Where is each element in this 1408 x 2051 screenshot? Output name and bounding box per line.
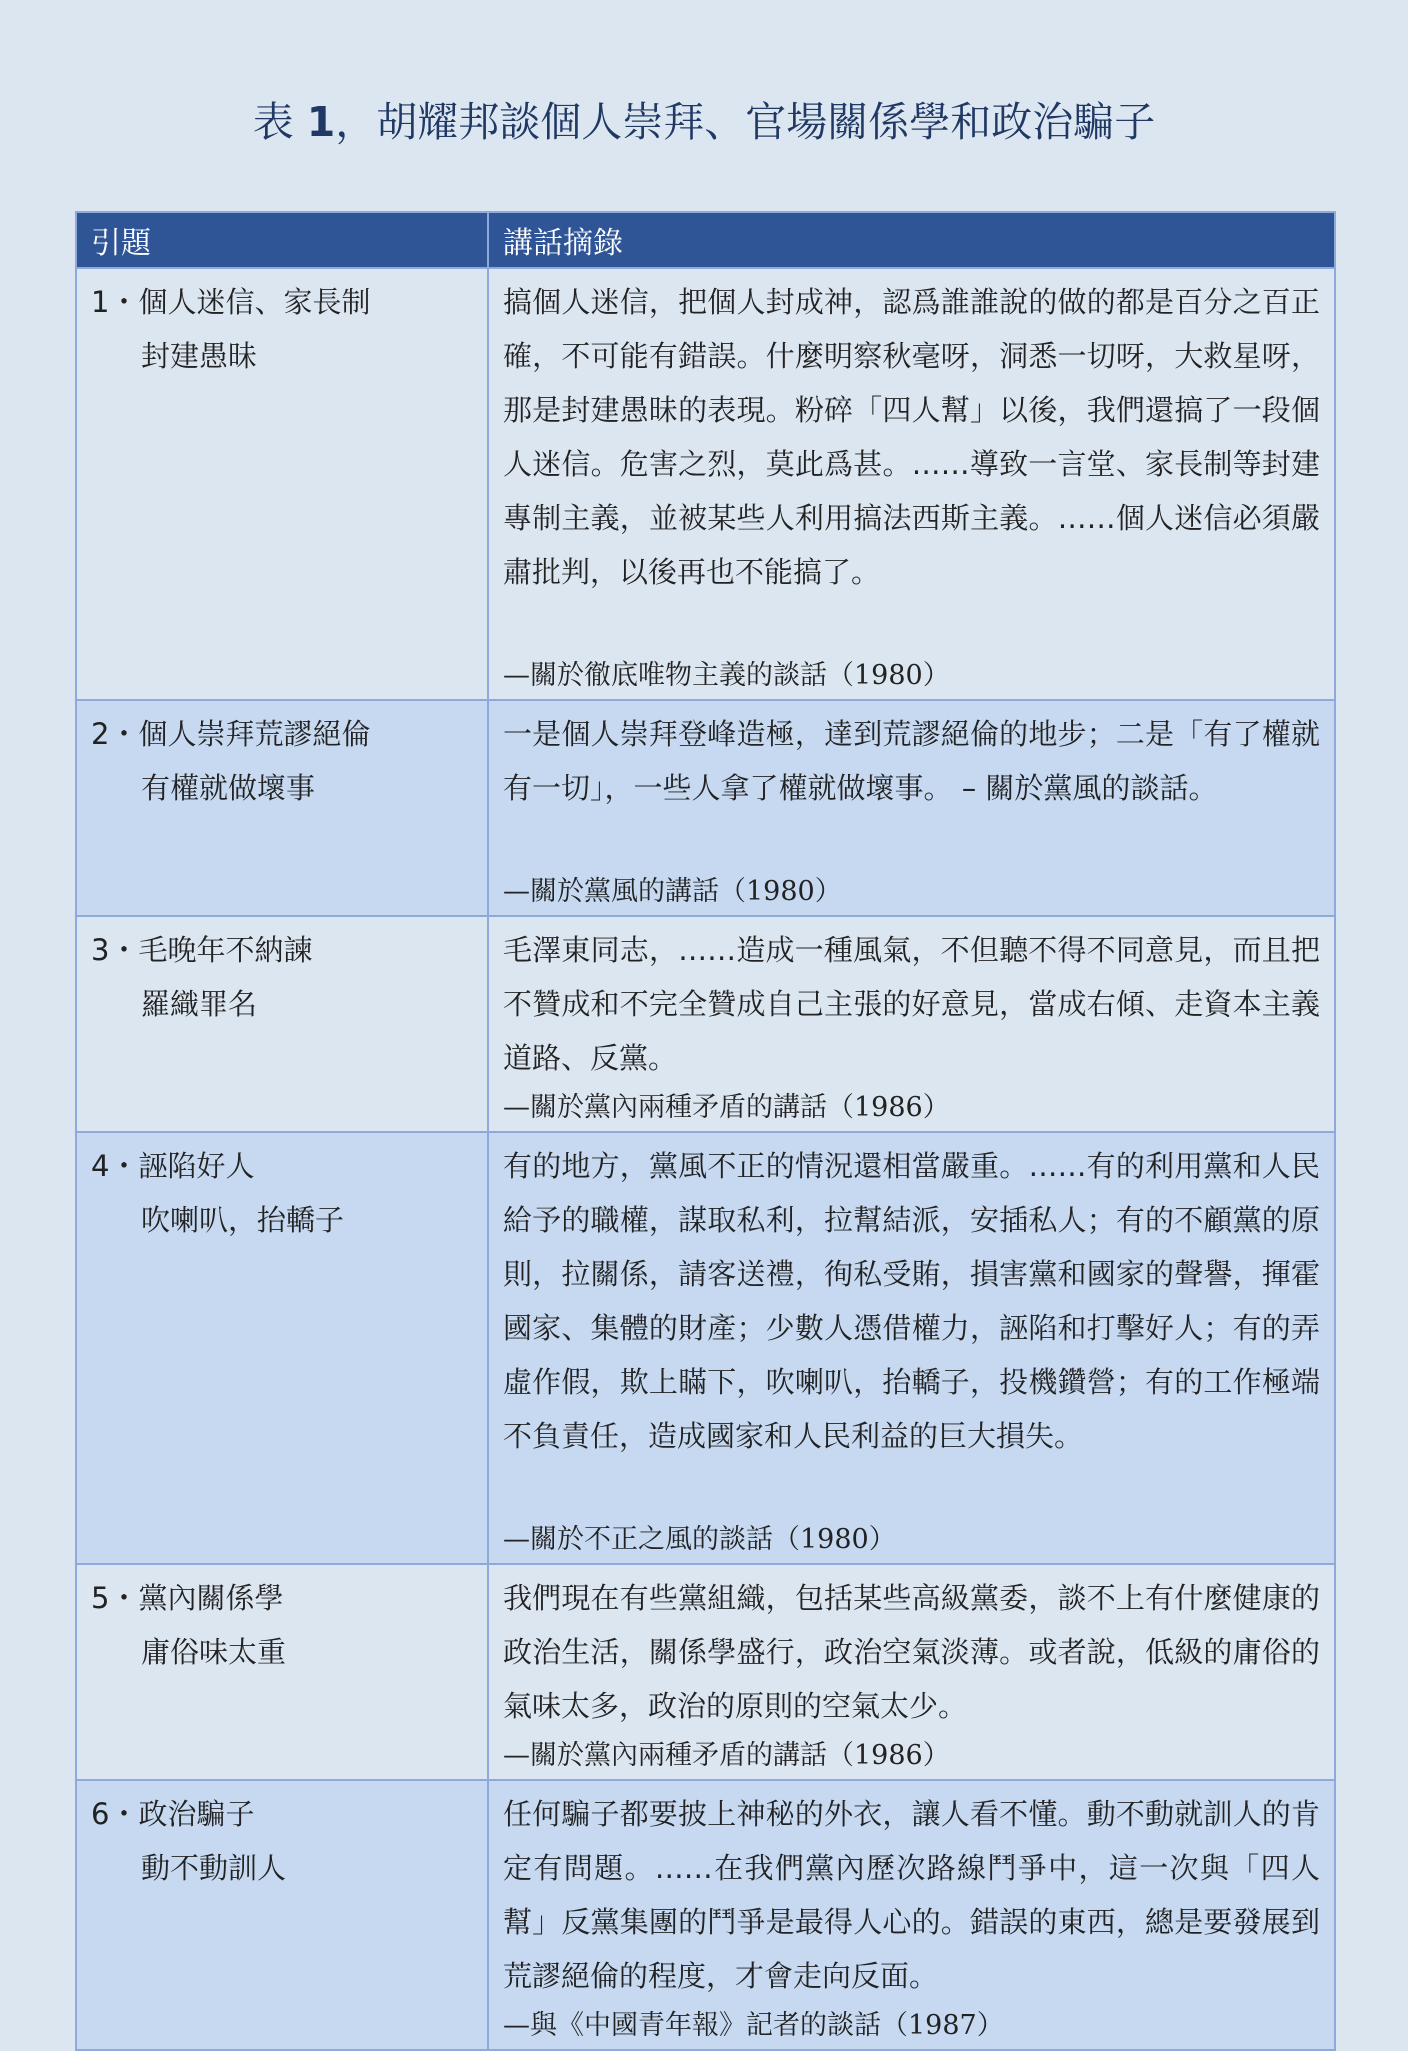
excerpt-cell: [488, 916, 1335, 1132]
topic-line: 羅織罪名: [141, 987, 258, 1021]
topic-cell: [76, 268, 488, 700]
topic-line: 2・個人崇拜荒謬絕倫: [91, 717, 371, 751]
topic-cell: [76, 916, 488, 1132]
excerpt-cell: [488, 1132, 1335, 1564]
title-text: ，胡耀邦談個人崇拜、官場關係學和政治騙子: [335, 98, 1156, 146]
table-row: [76, 916, 1335, 1132]
table-row: [76, 268, 1335, 700]
excerpt-cell: [488, 700, 1335, 916]
quote-text: 有的地方，黨風不正的情況還相當嚴重。……有的利用黨和人民給予的職權，謀取私利，拉幫結派，安插私人；有的不顧黨的原則，拉關係，請客送禮，徇私受賄，損害黨和國家的聲譽，揮霍國家、集體的財產；少數人憑借權力，誣陷和打擊好人；有的弄虛作假，欺上瞞下，吹喇叭，抬轎子，投機鑽營；有的工作極端不負責任，造成國家和人民利益的巨大損失。: [503, 1149, 1320, 1453]
topic-line: 4・誣陷好人: [91, 1149, 255, 1183]
excerpt-cell: [488, 1780, 1335, 2050]
quote-text: 一是個人崇拜登峰造極，達到荒謬絕倫的地步；二是「有了權就有一切」，一些人拿了權就做壞事。 – 關於黨風的談話。: [503, 717, 1320, 805]
topic-line: 3・毛晚年不納諫: [91, 933, 313, 967]
topic-line: 吹喇叭，抬轎子: [141, 1203, 345, 1237]
quote-source: —關於徹底唯物主義的談話（1980）: [503, 660, 950, 691]
topic-line: 1・個人迷信、家長制: [91, 285, 371, 319]
table-row: [76, 1564, 1335, 1780]
table-row: [76, 700, 1335, 916]
title-number: 1: [306, 98, 336, 146]
excerpt-cell: [488, 268, 1335, 700]
quote-text: 毛澤東同志，……造成一種風氣，不但聽不得不同意見，而且把不贊成和不完全贊成自己主張的好意見，當成右傾、走資本主義道路、反黨。: [503, 933, 1320, 1075]
topic-line: 有權就做壞事: [141, 771, 316, 805]
title-prefix: 表: [252, 98, 307, 146]
quote-source: —關於黨風的講話（1980）: [503, 876, 842, 907]
header-topic: 引題: [76, 212, 488, 268]
table-header-row: [76, 212, 1335, 268]
quote-source: —關於黨內兩種矛盾的講話（1986）: [503, 1092, 950, 1123]
page-title: [0, 92, 1408, 152]
topic-line: 封建愚昧: [141, 339, 258, 373]
table-row: [76, 1132, 1335, 1564]
topic-cell: [76, 1780, 488, 2050]
header-excerpt: 講話摘錄: [488, 212, 1335, 268]
topic-line: 動不動訓人: [141, 1851, 287, 1885]
topic-cell: [76, 1132, 488, 1564]
quote-source: —關於不正之風的談話（1980）: [503, 1524, 896, 1555]
topic-line: 5・黨內關係學: [91, 1581, 284, 1615]
quotes-table: [75, 211, 1336, 2051]
topic-line: 6・政治騙子: [91, 1797, 255, 1831]
topic-cell: [76, 1564, 488, 1780]
excerpt-cell: [488, 1564, 1335, 1780]
topic-line: 庸俗味太重: [141, 1635, 287, 1669]
table-row: [76, 1780, 1335, 2050]
quote-text: 我們現在有些黨組織，包括某些高級黨委，談不上有什麼健康的政治生活，關係學盛行，政治空氣淡薄。或者說，低級的庸俗的氣味太多，政治的原則的空氣太少。: [503, 1581, 1320, 1723]
topic-cell: [76, 700, 488, 916]
quote-text: 任何騙子都要披上神秘的外衣，讓人看不懂。動不動就訓人的肯定有問題。……在我們黨內歷次路線鬥爭中，這一次與「四人幫」反黨集團的鬥爭是最得人心的。錯誤的東西，總是要發展到荒謬絕倫的程度，才會走向反面。: [503, 1797, 1320, 1993]
quote-source: —與《中國青年報》記者的談話（1987）: [503, 2010, 1004, 2041]
quote-source: —關於黨內兩種矛盾的講話（1986）: [503, 1740, 950, 1771]
quote-text: 搞個人迷信，把個人封成神，認爲誰誰說的做的都是百分之百正確，不可能有錯誤。什麼明察秋毫呀，洞悉一切呀，大救星呀，那是封建愚昧的表現。粉碎「四人幫」以後，我們還搞了一段個人迷信。危害之烈，莫此爲甚。……導致一言堂、家長制等封建專制主義，並被某些人利用搞法西斯主義。……個人迷信必須嚴肅批判，以後再也不能搞了。: [503, 285, 1320, 589]
